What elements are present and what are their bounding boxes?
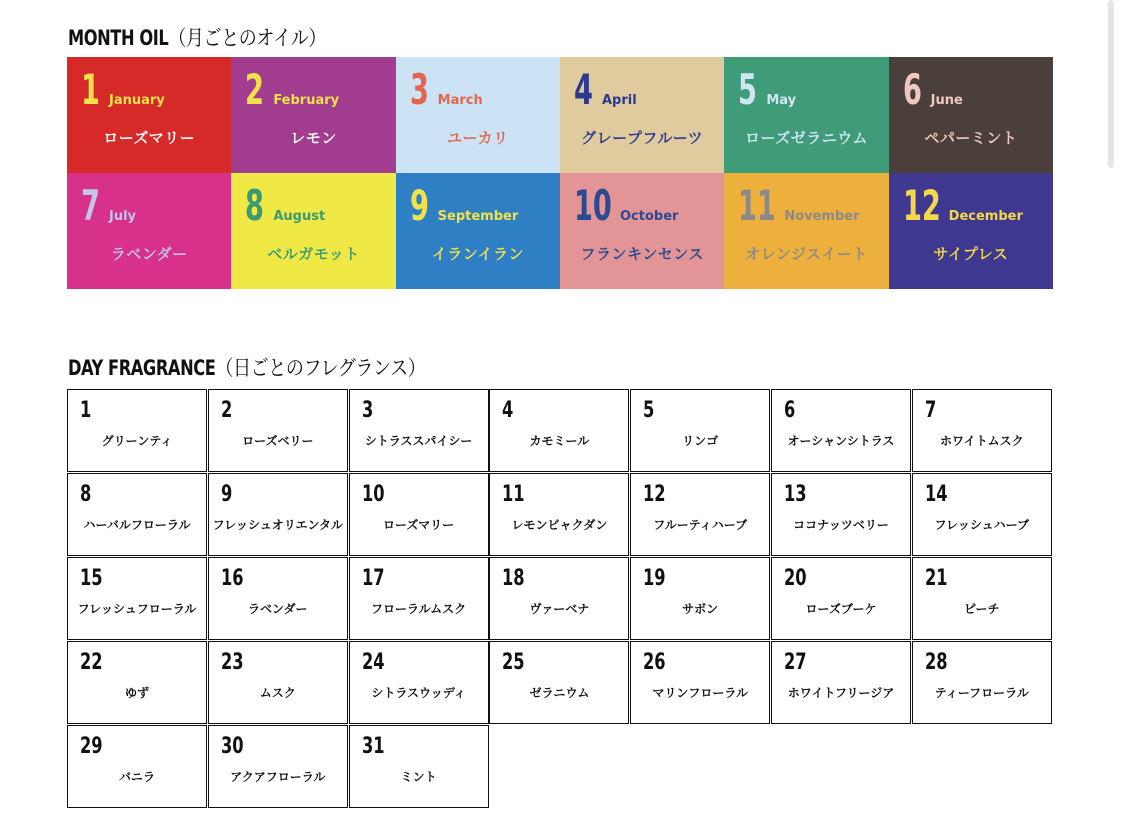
month-cell (231, 173, 395, 289)
day-cell (208, 557, 348, 640)
day-number: 12 (643, 482, 666, 507)
month-cell (724, 173, 888, 289)
day-cell (912, 641, 1052, 724)
month-name: November (784, 209, 860, 224)
day-number: 10 (361, 482, 385, 507)
day-number: 22 (80, 650, 103, 675)
month-cell (396, 57, 560, 173)
day-fragrance-name: フレッシュオリエンタル (212, 518, 344, 532)
day-number: 31 (361, 734, 385, 759)
month-name: September (437, 209, 519, 224)
month-cell (560, 57, 724, 173)
day-fragrance-name: ローズマリー (383, 518, 455, 532)
day-cell (630, 557, 770, 640)
day-fragrance-name: ココナッツベリー (793, 518, 889, 532)
day-fragrance-name: シトラスウッディ (371, 686, 466, 700)
day-cell (489, 641, 629, 724)
day-number: 20 (783, 566, 807, 591)
day-cell (630, 641, 770, 724)
day-fragrance-name: フルーティハーブ (653, 518, 748, 532)
day-fragrance-title-en: DAY FRAGRANCE (68, 356, 216, 380)
month-number: 12 (902, 181, 941, 230)
day-fragrance-name: バニラ (118, 770, 155, 784)
month-oil-title-en: MONTH OIL (68, 26, 169, 50)
day-number: 13 (783, 482, 807, 507)
day-fragrance-title (68, 352, 425, 382)
day-cell (67, 473, 207, 556)
day-number: 11 (502, 482, 525, 507)
month-oil-name: イランイラン (431, 245, 524, 263)
month-oil-name: レモン (290, 129, 337, 147)
month-name: January (109, 93, 165, 108)
month-oil-name: オレンジスイート (745, 245, 868, 263)
month-name: October (619, 209, 679, 224)
day-number: 8 (80, 482, 92, 507)
day-fragrance-name: ローズブーケ (805, 602, 877, 616)
day-cell (208, 641, 348, 724)
day-cell (771, 641, 911, 724)
day-cell (349, 641, 489, 724)
month-name: August (273, 209, 326, 224)
day-cell (912, 557, 1052, 640)
month-oil-name: ペパーミント (924, 129, 1018, 147)
day-cell (67, 641, 207, 724)
day-cell (630, 473, 770, 556)
day-row (67, 725, 1053, 809)
month-name: March (437, 93, 483, 108)
month-oil-name: グレープフルーツ (581, 129, 704, 147)
month-number: 2 (245, 65, 265, 114)
day-fragrance-name: ラベンダー (248, 602, 308, 616)
day-number: 1 (80, 398, 92, 423)
day-row (67, 641, 1053, 725)
day-fragrance-name: リンゴ (682, 434, 719, 448)
day-number: 5 (643, 398, 655, 423)
month-oil-title-jp: （月ごとのオイル） (168, 26, 327, 50)
day-number: 29 (80, 734, 103, 759)
day-cell (208, 389, 348, 472)
month-oil-title (68, 22, 326, 52)
day-row (67, 473, 1053, 557)
day-number: 30 (220, 734, 244, 759)
month-cell (724, 57, 888, 173)
day-fragrance-name: オーシャンシトラス (787, 434, 895, 448)
day-fragrance-name: ホワイトフリージア (787, 686, 895, 700)
day-cell (912, 389, 1052, 472)
month-number: 3 (409, 65, 429, 114)
day-cell (630, 389, 770, 472)
day-cell (67, 389, 207, 472)
month-number: 9 (409, 181, 429, 230)
day-fragrance-name: ヴァーベナ (529, 602, 590, 616)
day-fragrance-name: フローラルムスク (371, 602, 467, 616)
month-cell (67, 57, 231, 173)
day-fragrance-name: アクアフローラル (230, 770, 326, 784)
month-name: December (948, 209, 1023, 224)
day-number: 9 (220, 482, 233, 507)
day-fragrance-name: ハーバルフローラル (83, 518, 191, 532)
month-cell (889, 173, 1053, 289)
month-oil-name: ローズゼラニウム (744, 129, 869, 147)
day-number: 17 (361, 566, 385, 591)
month-number: 11 (738, 181, 777, 230)
month-number: 10 (573, 181, 612, 230)
month-oil-name: サイプレス (933, 245, 1009, 263)
day-fragrance-name: ゼラニウム (529, 686, 590, 700)
day-number: 19 (643, 566, 666, 591)
day-number: 16 (220, 566, 244, 591)
month-number: 7 (81, 181, 100, 230)
day-row (67, 557, 1053, 641)
day-number: 6 (783, 398, 796, 423)
day-cell (349, 557, 489, 640)
month-number: 1 (81, 65, 100, 114)
month-number: 6 (902, 65, 922, 114)
day-fragrance-name: カモミール (529, 434, 590, 448)
month-name: July (109, 209, 137, 224)
day-fragrance-title-jp: （日ごとのフレグランス） (215, 356, 426, 380)
day-fragrance-name: グリーンティ (101, 434, 173, 448)
day-number: 26 (643, 650, 666, 675)
day-number: 24 (361, 650, 385, 675)
day-fragrance-name: マリンフローラル (652, 686, 749, 700)
month-oil-name: ローズマリー (103, 129, 196, 147)
day-fragrance-name: ローズベリー (242, 434, 314, 448)
day-cell (489, 389, 629, 472)
day-number: 14 (924, 482, 948, 507)
day-fragrance-name: ホワイトムスク (939, 434, 1024, 448)
month-number: 4 (573, 65, 593, 114)
day-number: 21 (924, 566, 948, 591)
day-number: 28 (924, 650, 948, 675)
month-name: April (601, 93, 637, 108)
day-fragrance-name: ムスク (259, 686, 296, 700)
day-fragrance-grid (67, 389, 1053, 809)
day-cell (208, 473, 348, 556)
day-cell (912, 473, 1052, 556)
day-cell (771, 473, 911, 556)
month-cell (889, 57, 1053, 173)
day-number: 3 (361, 398, 373, 423)
month-cell (560, 173, 724, 289)
day-cell (771, 557, 911, 640)
month-name: June (930, 93, 963, 108)
day-number: 25 (502, 650, 525, 675)
day-number: 4 (502, 398, 514, 423)
scrollbar[interactable] (1108, 0, 1114, 168)
month-oil-name: ユーカリ (446, 129, 509, 147)
day-number: 23 (220, 650, 244, 675)
day-cell (349, 473, 489, 556)
month-cell (231, 57, 395, 173)
day-number: 7 (924, 398, 937, 423)
day-fragrance-name: ティーフローラル (934, 686, 1029, 700)
day-fragrance-name: ミント (400, 770, 437, 784)
day-cell (67, 557, 207, 640)
month-number: 8 (245, 181, 265, 230)
month-oil-name: フランキンセンス (580, 245, 704, 263)
month-oil-name: ベルガモット (267, 245, 360, 263)
day-fragrance-name: フレッシュハーブ (934, 518, 1030, 532)
day-cell (349, 389, 489, 472)
day-fragrance-name: サボン (682, 602, 719, 616)
day-fragrance-name: シトラススパイシー (364, 434, 473, 448)
day-fragrance-name: レモンビャクダン (511, 518, 608, 532)
day-cell (208, 725, 348, 808)
month-cell (67, 173, 231, 289)
day-cell (771, 389, 911, 472)
month-oil-grid (67, 57, 1053, 289)
day-fragrance-name: ゆず (124, 686, 149, 700)
month-cell (396, 173, 560, 289)
day-fragrance-name: ピーチ (964, 602, 1000, 616)
day-row (67, 389, 1053, 473)
month-oil-name: ラベンダー (110, 245, 188, 263)
day-number: 2 (220, 398, 233, 423)
day-cell (489, 473, 629, 556)
month-name: May (766, 93, 797, 108)
day-cell (67, 725, 207, 808)
day-number: 15 (80, 566, 103, 591)
day-fragrance-name: フレッシュフローラル (77, 602, 197, 616)
month-name: February (273, 93, 340, 108)
day-number: 27 (783, 650, 807, 675)
month-number: 5 (738, 65, 758, 114)
day-cell (349, 725, 489, 808)
day-number: 18 (502, 566, 525, 591)
day-cell (489, 557, 629, 640)
